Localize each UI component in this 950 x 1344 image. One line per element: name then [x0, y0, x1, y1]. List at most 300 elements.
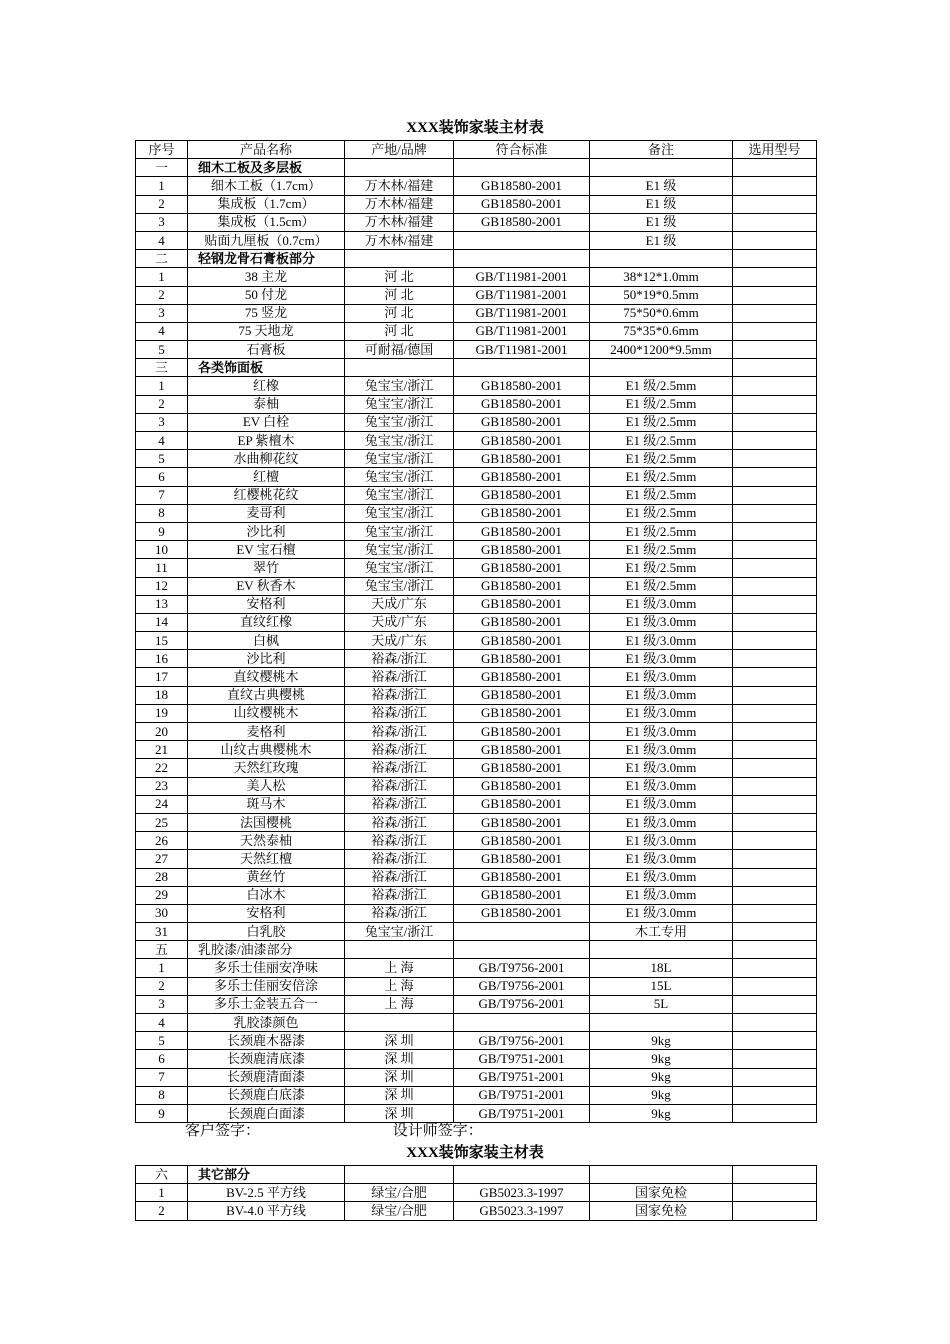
- cell-model: [733, 522, 817, 540]
- cell-note: E1 级/3.0mm: [590, 850, 733, 868]
- cell-standard: GB18580-2001: [454, 559, 590, 577]
- cell-name: 沙比利: [188, 522, 345, 540]
- cell-name: BV-2.5 平方线: [188, 1184, 345, 1202]
- cell-model: [733, 1104, 817, 1122]
- cell-no: 4: [136, 1014, 188, 1032]
- cell-no: 27: [136, 850, 188, 868]
- cell-name: 75 竖龙: [188, 304, 345, 322]
- table-row: [136, 268, 817, 286]
- cell-standard: GB/T9751-2001: [454, 1086, 590, 1104]
- cell-standard: GB18580-2001: [454, 541, 590, 559]
- table-row: [136, 541, 817, 559]
- table-header-row: [136, 141, 817, 159]
- cell-name: EV 秋香木: [188, 577, 345, 595]
- cell-note: E1 级/3.0mm: [590, 904, 733, 922]
- cell-no: 2: [136, 395, 188, 413]
- table-row: [136, 595, 817, 613]
- cell-origin: 裕森/浙江: [345, 723, 454, 741]
- cell-no: 12: [136, 577, 188, 595]
- cell-note: 9kg: [590, 1086, 733, 1104]
- page-title: XXX装饰家装主材表: [406, 120, 544, 136]
- cell-standard: GB18580-2001: [454, 723, 590, 741]
- cell-name: 多乐士佳丽安倍涂: [188, 977, 345, 995]
- cell-model: [733, 1184, 817, 1202]
- cell-origin: 万木林/福建: [345, 231, 454, 249]
- cell-standard: GB18580-2001: [454, 759, 590, 777]
- cell-no: 2: [136, 286, 188, 304]
- cell-model: [733, 450, 817, 468]
- cell-name: 红樱桃花纹: [188, 486, 345, 504]
- cell-origin: 裕森/浙江: [345, 850, 454, 868]
- cell-standard: [454, 1166, 590, 1184]
- cell-model: [733, 777, 817, 795]
- cell-origin: 兔宝宝/浙江: [345, 468, 454, 486]
- cell-note: 9kg: [590, 1032, 733, 1050]
- cell-model: [733, 159, 817, 177]
- cell-standard: GB/T11981-2001: [454, 341, 590, 359]
- cell-no: 7: [136, 1068, 188, 1086]
- cell-no: 3: [136, 213, 188, 231]
- table-row: [136, 559, 817, 577]
- cell-no: 2: [136, 977, 188, 995]
- cell-standard: GB18580-2001: [454, 777, 590, 795]
- cell-note: E1 级/2.5mm: [590, 504, 733, 522]
- cell-note: 9kg: [590, 1068, 733, 1086]
- cell-standard: [454, 359, 590, 377]
- table-row: [136, 668, 817, 686]
- cell-name: 美人松: [188, 777, 345, 795]
- cell-origin: 河 北: [345, 304, 454, 322]
- cell-name: 直纹樱桃木: [188, 668, 345, 686]
- section-row: [136, 1166, 817, 1184]
- cell-note: 50*19*0.5mm: [590, 286, 733, 304]
- cell-model: [733, 850, 817, 868]
- table-row: [136, 1086, 817, 1104]
- table-row: [136, 832, 817, 850]
- cell-standard: GB18580-2001: [454, 904, 590, 922]
- cell-standard: GB5023.3-1997: [454, 1202, 590, 1220]
- cell-standard: GB18580-2001: [454, 195, 590, 213]
- table-row: [136, 759, 817, 777]
- cell-model: [733, 941, 817, 959]
- signature-line: [185, 1120, 483, 1140]
- cell-model: [733, 504, 817, 522]
- table-row: [136, 850, 817, 868]
- cell-origin: 深 圳: [345, 1068, 454, 1086]
- cell-no: 2: [136, 195, 188, 213]
- cell-no: 20: [136, 723, 188, 741]
- cell-origin: 兔宝宝/浙江: [345, 377, 454, 395]
- cell-note: E1 级/3.0mm: [590, 613, 733, 631]
- cell-standard: [454, 1014, 590, 1032]
- cell-no: 1: [136, 377, 188, 395]
- cell-name: 山纹古典樱桃木: [188, 741, 345, 759]
- cell-no: 28: [136, 868, 188, 886]
- cell-model: [733, 432, 817, 450]
- cell-standard: GB18580-2001: [454, 868, 590, 886]
- cell-origin: 兔宝宝/浙江: [345, 522, 454, 540]
- cell-name: 乳胶漆/油漆部分: [188, 941, 345, 959]
- cell-origin: 兔宝宝/浙江: [345, 432, 454, 450]
- cell-name: 轻钢龙骨石膏板部分: [188, 250, 345, 268]
- section-row: [136, 941, 817, 959]
- cell-model: [733, 177, 817, 195]
- cell-note: 75*35*0.6mm: [590, 322, 733, 340]
- cell-no: 5: [136, 1032, 188, 1050]
- cell-origin: [345, 359, 454, 377]
- cell-origin: 河 北: [345, 322, 454, 340]
- cell-standard: GB/T11981-2001: [454, 268, 590, 286]
- cell-note: E1 级/2.5mm: [590, 450, 733, 468]
- cell-name: 集成板（1.5cm）: [188, 213, 345, 231]
- cell-no: 16: [136, 650, 188, 668]
- cell-note: E1 级: [590, 231, 733, 249]
- cell-note: 国家免检: [590, 1202, 733, 1220]
- header-product-name: 产品名称: [188, 141, 345, 159]
- table-row: [136, 977, 817, 995]
- cell-note: E1 级: [590, 195, 733, 213]
- cell-standard: [454, 923, 590, 941]
- cell-name: 直纹红橡: [188, 613, 345, 631]
- table-row: [136, 686, 817, 704]
- cell-no: 29: [136, 886, 188, 904]
- cell-model: [733, 213, 817, 231]
- cell-name: 麦格利: [188, 723, 345, 741]
- cell-no: 3: [136, 413, 188, 431]
- table-row: [136, 959, 817, 977]
- cell-model: [733, 904, 817, 922]
- table-row: [136, 741, 817, 759]
- table-row: [136, 923, 817, 941]
- cell-name: 白冰木: [188, 886, 345, 904]
- cell-no: 14: [136, 613, 188, 631]
- cell-no: 4: [136, 432, 188, 450]
- table-row: [136, 468, 817, 486]
- header-standard: 符合标准: [454, 141, 590, 159]
- cell-model: [733, 359, 817, 377]
- cell-note: [590, 1166, 733, 1184]
- cell-note: 国家免检: [590, 1184, 733, 1202]
- cell-name: 多乐士金装五合一: [188, 995, 345, 1013]
- cell-note: E1 级: [590, 213, 733, 231]
- cell-name: 其它部分: [188, 1166, 345, 1184]
- cell-no: 13: [136, 595, 188, 613]
- cell-model: [733, 650, 817, 668]
- cell-note: 38*12*1.0mm: [590, 268, 733, 286]
- cell-no: 9: [136, 522, 188, 540]
- cell-note: 2400*1200*9.5mm: [590, 341, 733, 359]
- cell-standard: GB18580-2001: [454, 413, 590, 431]
- cell-model: [733, 977, 817, 995]
- cell-note: 9kg: [590, 1104, 733, 1122]
- cell-model: [733, 341, 817, 359]
- table-row: [136, 1184, 817, 1202]
- cell-name: 集成板（1.7cm）: [188, 195, 345, 213]
- cell-no: 8: [136, 504, 188, 522]
- cell-model: [733, 250, 817, 268]
- cell-no: 一: [136, 159, 188, 177]
- cell-no: 三: [136, 359, 188, 377]
- cell-model: [733, 686, 817, 704]
- cell-model: [733, 559, 817, 577]
- table-row: [136, 886, 817, 904]
- cell-standard: GB18580-2001: [454, 432, 590, 450]
- cell-no: 24: [136, 795, 188, 813]
- cell-model: [733, 1068, 817, 1086]
- cell-no: 4: [136, 231, 188, 249]
- cell-origin: 天成/广东: [345, 632, 454, 650]
- cell-origin: 兔宝宝/浙江: [345, 923, 454, 941]
- cell-model: [733, 632, 817, 650]
- cell-model: [733, 832, 817, 850]
- cell-model: [733, 486, 817, 504]
- section-row: [136, 159, 817, 177]
- cell-origin: 深 圳: [345, 1050, 454, 1068]
- page-title-continued: XXX装饰家装主材表: [406, 1145, 544, 1161]
- cell-standard: [454, 941, 590, 959]
- cell-no: 19: [136, 704, 188, 722]
- cell-origin: 上 海: [345, 995, 454, 1013]
- cell-note: [590, 359, 733, 377]
- cell-standard: GB18580-2001: [454, 522, 590, 540]
- cell-note: E1 级/3.0mm: [590, 668, 733, 686]
- cell-standard: GB/T9756-2001: [454, 1032, 590, 1050]
- cell-no: 7: [136, 486, 188, 504]
- cell-origin: [345, 1166, 454, 1184]
- table-row: [136, 432, 817, 450]
- cell-origin: 裕森/浙江: [345, 704, 454, 722]
- cell-name: 长颈鹿木器漆: [188, 1032, 345, 1050]
- section-row: [136, 250, 817, 268]
- cell-name: 细木工板及多层板: [188, 159, 345, 177]
- cell-note: E1 级/3.0mm: [590, 741, 733, 759]
- cell-note: E1 级/3.0mm: [590, 704, 733, 722]
- table-row: [136, 177, 817, 195]
- materials-table-continued: [135, 1165, 817, 1221]
- cell-origin: 裕森/浙江: [345, 904, 454, 922]
- cell-model: [733, 995, 817, 1013]
- cell-no: 5: [136, 450, 188, 468]
- table-row: [136, 904, 817, 922]
- cell-name: 长颈鹿白面漆: [188, 1104, 345, 1122]
- cell-standard: GB/T9756-2001: [454, 977, 590, 995]
- cell-model: [733, 286, 817, 304]
- cell-note: E1 级/2.5mm: [590, 395, 733, 413]
- cell-model: [733, 868, 817, 886]
- cell-origin: 裕森/浙江: [345, 886, 454, 904]
- cell-no: 1: [136, 177, 188, 195]
- cell-origin: 兔宝宝/浙江: [345, 504, 454, 522]
- table-row: [136, 1032, 817, 1050]
- cell-origin: 上 海: [345, 977, 454, 995]
- cell-no: 五: [136, 941, 188, 959]
- cell-name: 安格利: [188, 595, 345, 613]
- cell-name: 泰柚: [188, 395, 345, 413]
- cell-name: 贴面九厘板（0.7cm）: [188, 231, 345, 249]
- cell-origin: 上 海: [345, 959, 454, 977]
- cell-standard: [454, 159, 590, 177]
- cell-no: 4: [136, 322, 188, 340]
- cell-origin: [345, 1014, 454, 1032]
- cell-standard: GB18580-2001: [454, 377, 590, 395]
- cell-name: 长颈鹿清底漆: [188, 1050, 345, 1068]
- table-row: [136, 1202, 817, 1220]
- cell-model: [733, 395, 817, 413]
- cell-note: 木工专用: [590, 923, 733, 941]
- materials-table: [135, 140, 817, 1123]
- cell-no: 31: [136, 923, 188, 941]
- cell-standard: GB18580-2001: [454, 686, 590, 704]
- cell-origin: 裕森/浙江: [345, 759, 454, 777]
- cell-standard: GB18580-2001: [454, 886, 590, 904]
- cell-no: 5: [136, 341, 188, 359]
- cell-no: 18: [136, 686, 188, 704]
- cell-model: [733, 704, 817, 722]
- cell-name: 红檀: [188, 468, 345, 486]
- cell-name: 直纹古典樱桃: [188, 686, 345, 704]
- cell-no: 22: [136, 759, 188, 777]
- cell-note: 18L: [590, 959, 733, 977]
- cell-origin: 河 北: [345, 268, 454, 286]
- cell-no: 二: [136, 250, 188, 268]
- cell-note: E1 级/3.0mm: [590, 686, 733, 704]
- cell-origin: [345, 941, 454, 959]
- cell-model: [733, 268, 817, 286]
- cell-origin: 裕森/浙江: [345, 832, 454, 850]
- cell-standard: GB/T9751-2001: [454, 1068, 590, 1086]
- cell-name: 长颈鹿清面漆: [188, 1068, 345, 1086]
- cell-standard: GB/T9751-2001: [454, 1104, 590, 1122]
- cell-name: 白枫: [188, 632, 345, 650]
- cell-name: EV 宝石檀: [188, 541, 345, 559]
- cell-name: 麦哥利: [188, 504, 345, 522]
- cell-no: 21: [136, 741, 188, 759]
- cell-origin: 裕森/浙江: [345, 686, 454, 704]
- table-row: [136, 613, 817, 631]
- cell-origin: 裕森/浙江: [345, 868, 454, 886]
- cell-model: [733, 886, 817, 904]
- cell-model: [733, 322, 817, 340]
- cell-note: E1 级/2.5mm: [590, 559, 733, 577]
- cell-standard: GB18580-2001: [454, 613, 590, 631]
- designer-signature-label: 设计师签字：: [392, 1121, 483, 1139]
- cell-origin: 兔宝宝/浙江: [345, 450, 454, 468]
- table-row: [136, 450, 817, 468]
- cell-origin: 天成/广东: [345, 613, 454, 631]
- cell-name: 山纹樱桃木: [188, 704, 345, 722]
- cell-no: 1: [136, 959, 188, 977]
- cell-name: 红橡: [188, 377, 345, 395]
- cell-model: [733, 541, 817, 559]
- table-row: [136, 704, 817, 722]
- cell-model: [733, 1032, 817, 1050]
- cell-origin: 绿宝/合肥: [345, 1202, 454, 1220]
- table-row: [136, 486, 817, 504]
- cell-note: E1 级/2.5mm: [590, 377, 733, 395]
- cell-name: EP 紫檀木: [188, 432, 345, 450]
- cell-name: 天然泰柚: [188, 832, 345, 850]
- cell-no: 25: [136, 813, 188, 831]
- cell-name: EV 白栓: [188, 413, 345, 431]
- cell-standard: GB/T11981-2001: [454, 286, 590, 304]
- cell-model: [733, 1202, 817, 1220]
- cell-note: 9kg: [590, 1050, 733, 1068]
- cell-model: [733, 595, 817, 613]
- cell-note: E1 级/2.5mm: [590, 432, 733, 450]
- cell-name: 38 主龙: [188, 268, 345, 286]
- cell-model: [733, 1014, 817, 1032]
- cell-model: [733, 795, 817, 813]
- cell-no: 3: [136, 304, 188, 322]
- cell-no: 10: [136, 541, 188, 559]
- cell-note: E1 级/3.0mm: [590, 886, 733, 904]
- table-row: [136, 723, 817, 741]
- cell-standard: GB18580-2001: [454, 450, 590, 468]
- cell-model: [733, 413, 817, 431]
- cell-model: [733, 759, 817, 777]
- cell-standard: GB18580-2001: [454, 486, 590, 504]
- cell-model: [733, 668, 817, 686]
- table-row: [136, 868, 817, 886]
- customer-signature-label: 客户签字：: [185, 1121, 261, 1139]
- cell-origin: 河 北: [345, 286, 454, 304]
- cell-name: 沙比利: [188, 650, 345, 668]
- cell-origin: [345, 250, 454, 268]
- cell-standard: GB18580-2001: [454, 650, 590, 668]
- cell-standard: GB18580-2001: [454, 577, 590, 595]
- cell-name: 多乐士佳丽安净味: [188, 959, 345, 977]
- cell-model: [733, 723, 817, 741]
- cell-standard: [454, 231, 590, 249]
- cell-model: [733, 377, 817, 395]
- cell-no: 26: [136, 832, 188, 850]
- cell-model: [733, 813, 817, 831]
- cell-name: 乳胶漆颜色: [188, 1014, 345, 1032]
- table-row: [136, 795, 817, 813]
- cell-origin: 万木林/福建: [345, 213, 454, 231]
- table-row: [136, 286, 817, 304]
- cell-name: 安格利: [188, 904, 345, 922]
- table-row: [136, 1068, 817, 1086]
- cell-model: [733, 231, 817, 249]
- table-row: [136, 577, 817, 595]
- table-row: [136, 650, 817, 668]
- cell-no: 9: [136, 1104, 188, 1122]
- cell-no: 23: [136, 777, 188, 795]
- header-no: 序号: [136, 141, 188, 159]
- cell-note: E1 级: [590, 177, 733, 195]
- cell-no: 2: [136, 1202, 188, 1220]
- table-row: [136, 413, 817, 431]
- header-note: 备注: [590, 141, 733, 159]
- cell-no: 8: [136, 1086, 188, 1104]
- table-row: [136, 377, 817, 395]
- cell-model: [733, 923, 817, 941]
- cell-standard: GB18580-2001: [454, 395, 590, 413]
- cell-origin: 可耐福/德国: [345, 341, 454, 359]
- cell-no: 3: [136, 995, 188, 1013]
- cell-model: [733, 468, 817, 486]
- cell-note: E1 级/2.5mm: [590, 468, 733, 486]
- cell-note: [590, 250, 733, 268]
- cell-origin: 兔宝宝/浙江: [345, 486, 454, 504]
- cell-model: [733, 741, 817, 759]
- cell-standard: GB/T9756-2001: [454, 959, 590, 977]
- cell-standard: GB/T9756-2001: [454, 995, 590, 1013]
- cell-note: [590, 941, 733, 959]
- cell-name: 斑马木: [188, 795, 345, 813]
- cell-origin: 兔宝宝/浙江: [345, 395, 454, 413]
